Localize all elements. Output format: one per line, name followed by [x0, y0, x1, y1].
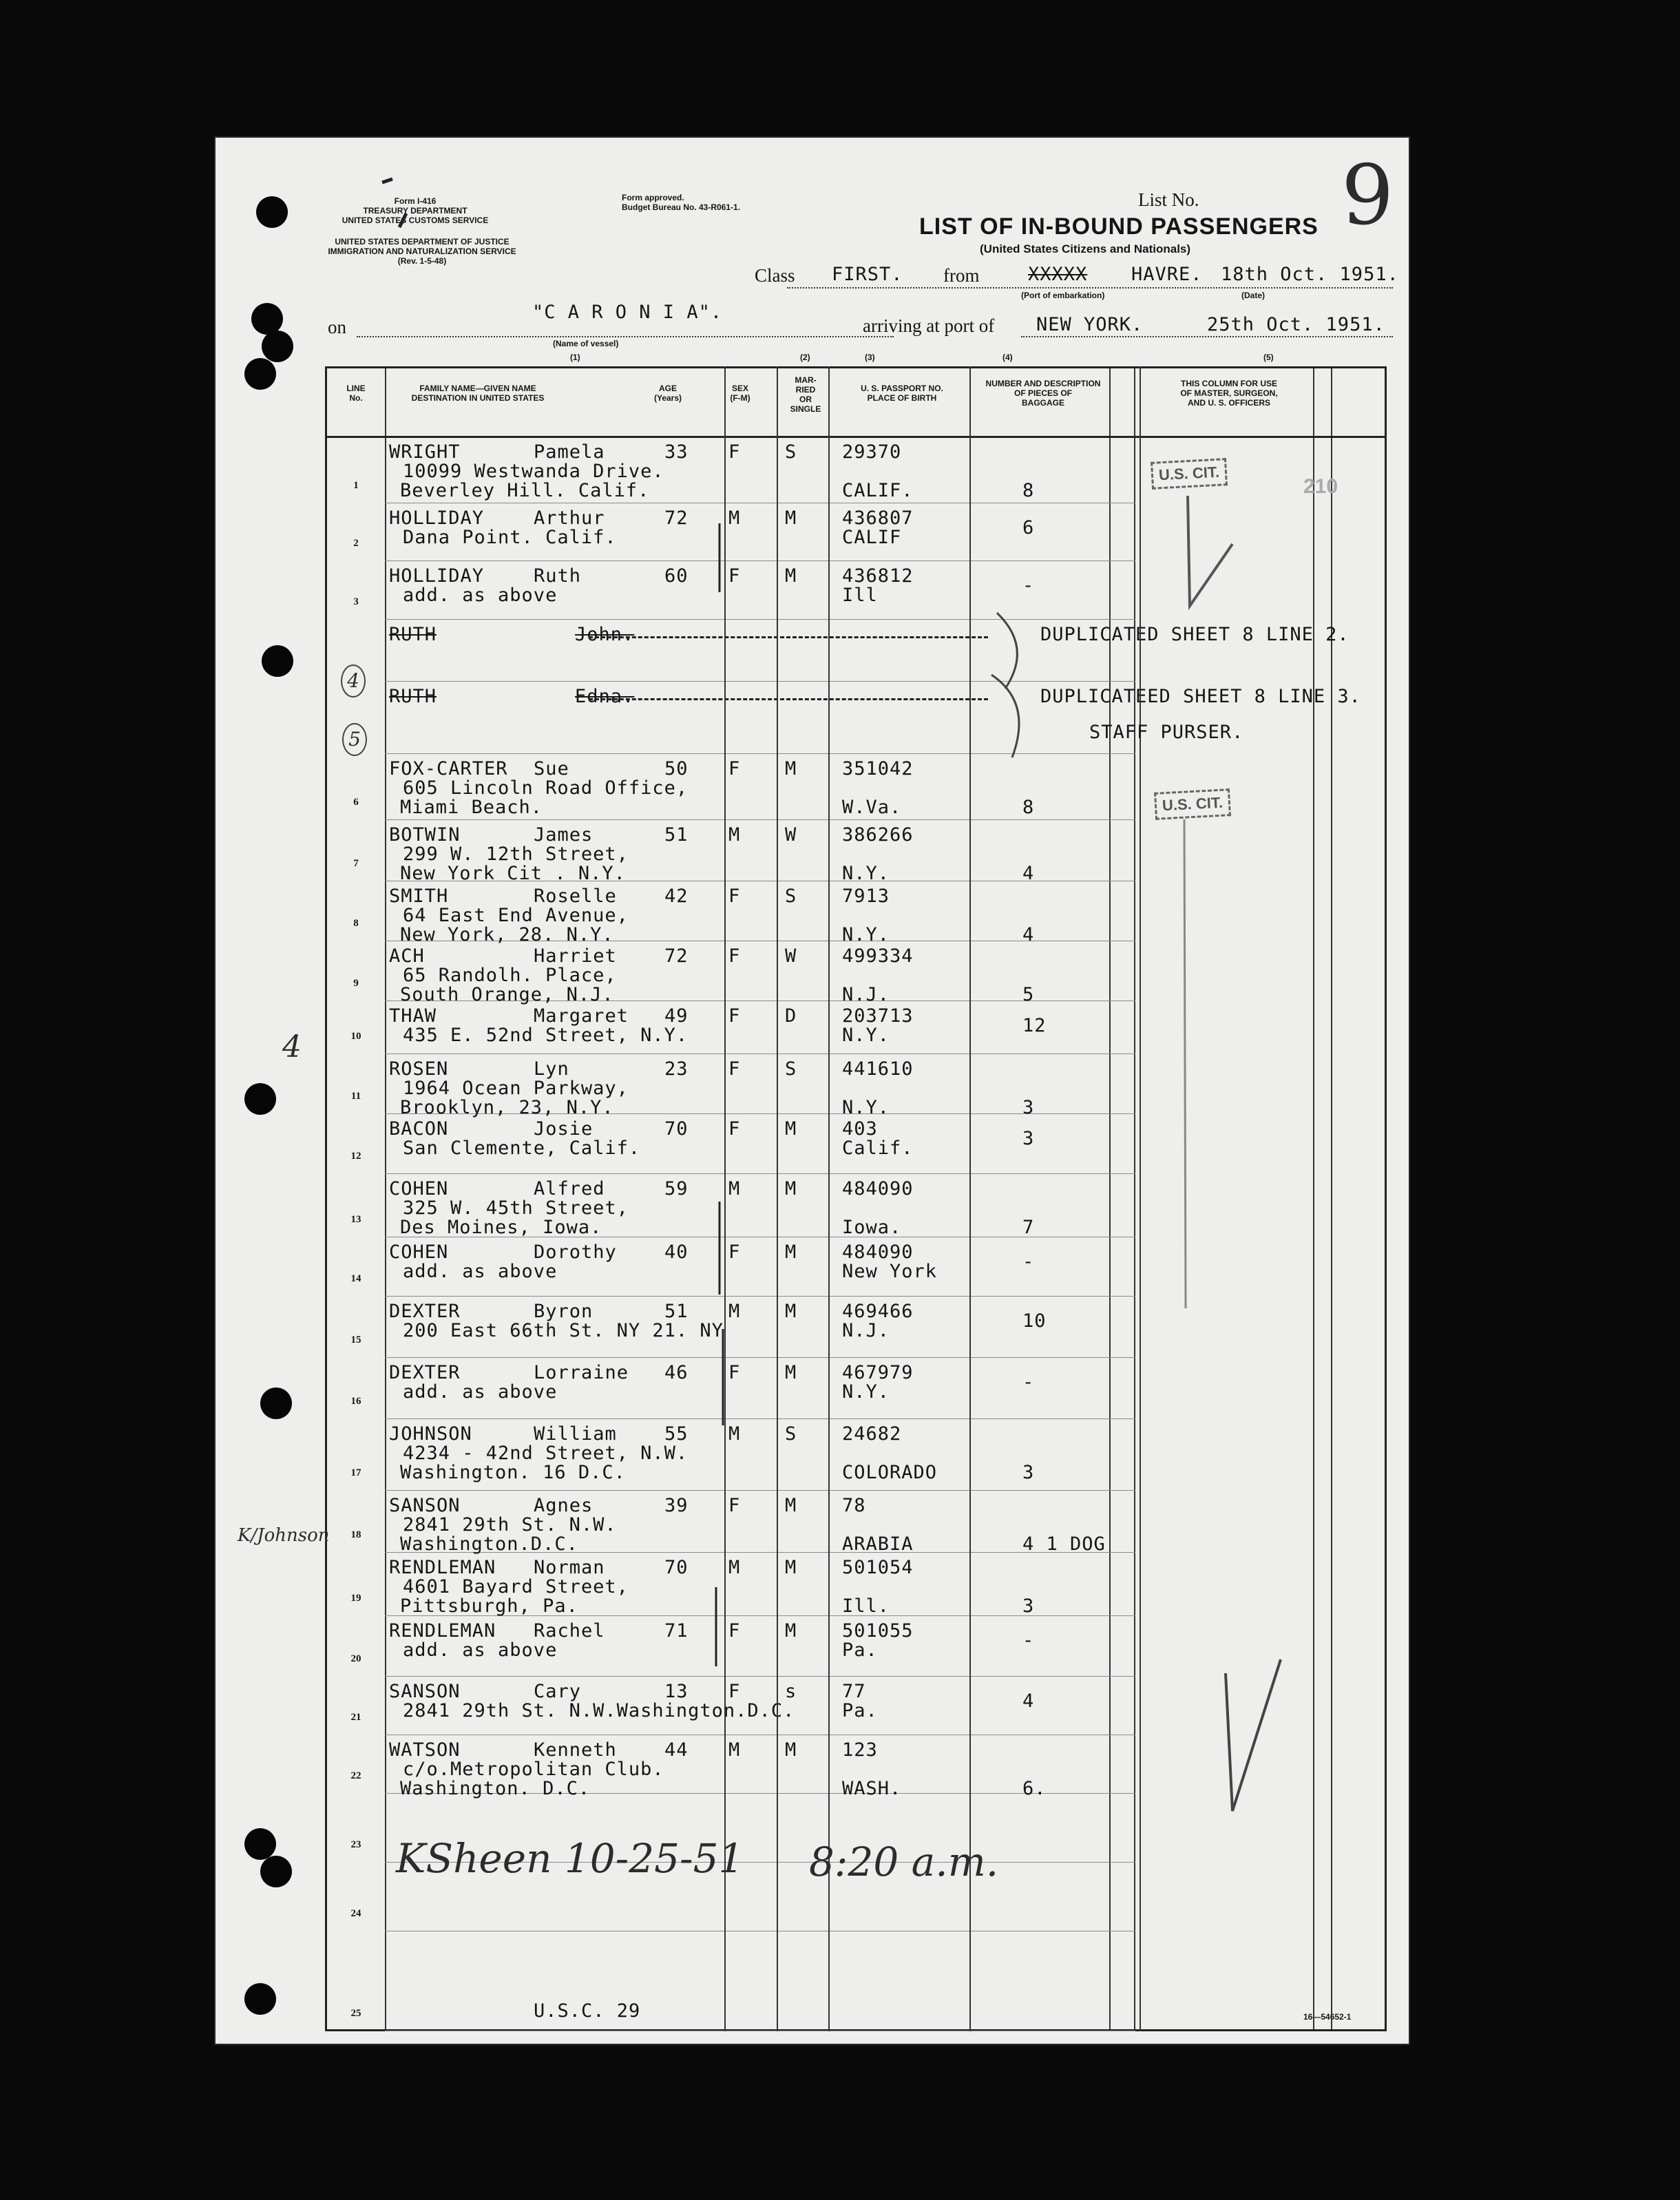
age-value: 60	[664, 565, 689, 587]
cancel-mark-icon	[991, 613, 1019, 757]
class-label: Class	[755, 265, 795, 286]
family-name: JOHNSON	[389, 1423, 472, 1445]
destination-address: 2841 29th St. N.W.Washington.D.C.	[403, 1700, 795, 1721]
family-name: RENDLEMAN	[389, 1557, 496, 1578]
sex-value: M	[728, 1739, 741, 1761]
age-value: 39	[664, 1495, 689, 1516]
family-name: WRIGHT	[389, 441, 461, 463]
list-no-value: 9	[1341, 148, 1394, 244]
header-sex: SEX (F-M)	[730, 384, 750, 403]
birth-place: N.Y.	[842, 863, 890, 884]
vessel-caption: (Name of vessel)	[553, 339, 619, 348]
margin-note-four: 4	[282, 1029, 302, 1065]
baggage-count: 5	[1022, 984, 1035, 1005]
age-value: 70	[664, 1557, 689, 1578]
birth-place: CALIF	[842, 527, 902, 548]
destination-address: add. as above	[403, 1261, 558, 1282]
family-name: HOLLIDAY	[389, 565, 485, 587]
passport-number: 436812	[842, 565, 914, 587]
destination-address: 200 East 66th St. NY 21. NY	[403, 1320, 724, 1341]
marital-status: M	[785, 1178, 797, 1199]
check-mark-icon	[1226, 1659, 1281, 1811]
class-value: FIRST.	[832, 264, 903, 285]
birth-place: N.Y.	[842, 1097, 890, 1118]
destination-address: c/o.Metropolitan Club.	[403, 1759, 664, 1780]
passport-number: 386266	[842, 824, 914, 846]
family-name: THAW	[389, 1005, 437, 1027]
line-number: 20	[350, 1653, 361, 1664]
family-name: SANSON	[389, 1495, 461, 1516]
destination-address: Washington. D.C.	[400, 1778, 591, 1799]
birth-place: Iowa.	[842, 1217, 902, 1238]
passport-number: 484090	[842, 1242, 914, 1263]
given-name: Ruth	[534, 565, 582, 587]
given-name: Cary	[534, 1681, 582, 1702]
line-number: 17	[350, 1467, 361, 1478]
given-name: Arthur	[534, 507, 605, 529]
baggage-count: 7	[1022, 1217, 1035, 1238]
baggage-count: -	[1022, 1630, 1035, 1651]
check-mark-icon	[1188, 496, 1232, 606]
marital-status: M	[785, 1242, 797, 1263]
caption-5: (5)	[1263, 353, 1274, 362]
age-value: 59	[664, 1178, 689, 1199]
sex-value: F	[728, 1362, 741, 1383]
arriving-label: arriving at port of	[863, 315, 995, 336]
age-value: 44	[664, 1739, 689, 1761]
header-age: AGE (Years)	[653, 384, 682, 403]
sex-value: F	[728, 1620, 741, 1642]
vessel-name: "C A R O N I A".	[532, 302, 723, 323]
age-value: 71	[664, 1620, 689, 1642]
age-value: 13	[664, 1681, 689, 1702]
given-name: John.	[575, 624, 635, 645]
line-number: 10	[350, 1031, 361, 1042]
from-label: from	[943, 265, 980, 286]
sex-value: F	[728, 1495, 741, 1516]
passport-number: 7913	[842, 886, 890, 907]
marital-status: D	[785, 1005, 797, 1027]
passport-number: 78	[842, 1495, 866, 1516]
baggage-count: 3	[1022, 1097, 1035, 1118]
destination-address: New York Cit . N.Y.	[400, 863, 626, 884]
given-name: Rachel	[534, 1620, 605, 1642]
line-number: 3	[353, 596, 359, 607]
line-number: 25	[350, 2008, 361, 2019]
line-number: 12	[350, 1151, 361, 1162]
marital-status: M	[785, 1495, 797, 1516]
form-number: Form I-416	[394, 196, 437, 206]
inspector-signature: KSheen 10-25-51	[396, 1835, 744, 1882]
age-value: 70	[664, 1118, 689, 1140]
destination-address: Pittsburgh, Pa.	[400, 1595, 578, 1617]
margin-note-johnson: K/Johnson	[238, 1525, 330, 1546]
birth-place: N.Y.	[842, 924, 890, 945]
list-no-label: List No.	[1138, 189, 1199, 210]
arrival-port: NEW YORK.	[1036, 314, 1144, 335]
family-name: SMITH	[389, 886, 449, 907]
family-name: FOX-CARTER	[389, 758, 508, 779]
treasury-dept: TREASURY DEPARTMENT	[363, 206, 468, 216]
line-number: 16	[350, 1396, 361, 1407]
destination-address: 4601 Bayard Street,	[403, 1576, 629, 1597]
given-name: Harriet	[534, 945, 617, 967]
baggage-count: 4	[1022, 863, 1035, 884]
marital-status: M	[785, 1362, 797, 1383]
passport-number: 351042	[842, 758, 914, 779]
birth-place: New York	[842, 1261, 938, 1282]
marital-status: M	[785, 1739, 797, 1761]
page-title: LIST OF IN-BOUND PASSENGERS	[919, 213, 1319, 240]
marital-status: M	[785, 1557, 797, 1578]
birth-place: Ill.	[842, 1595, 890, 1617]
destination-address: 435 E. 52nd Street, N.Y.	[403, 1025, 689, 1046]
header-line-no: LINE No.	[346, 384, 366, 403]
marital-status: S	[785, 1058, 797, 1080]
header-official: THIS COLUMN FOR USE OF MASTER, SURGEON, AND U. S. OFFICERS	[1180, 379, 1278, 408]
caption-3: (3)	[865, 353, 875, 362]
destination-address: Beverley Hill. Calif.	[400, 480, 650, 501]
family-name: RUTH	[389, 686, 437, 707]
marital-status: M	[785, 565, 797, 587]
passport-number: 441610	[842, 1058, 914, 1080]
date-caption: (Date)	[1241, 291, 1266, 300]
marital-status: W	[785, 824, 797, 846]
given-name: Josie	[534, 1118, 594, 1140]
sex-value: M	[728, 1301, 741, 1322]
birth-place: W.Va.	[842, 797, 902, 818]
birth-place: ARABIA	[842, 1533, 914, 1555]
birth-place: N.J.	[842, 984, 890, 1005]
destination-address: Des Moines, Iowa.	[400, 1217, 602, 1238]
family-name: HOLLIDAY	[389, 507, 485, 529]
passport-number: 484090	[842, 1178, 914, 1199]
baggage-count: 12	[1022, 1015, 1047, 1036]
sex-value: F	[728, 1058, 741, 1080]
marital-status: W	[785, 945, 797, 967]
sex-value: M	[728, 824, 741, 846]
stamp-number: 210	[1303, 475, 1338, 498]
destination-address: Miami Beach.	[400, 797, 543, 818]
given-name: Edna.	[575, 686, 635, 707]
line-number: 1	[353, 480, 359, 491]
passport-number: 499334	[842, 945, 914, 967]
embark-port: HAVRE.	[1131, 264, 1203, 285]
destination-address: South Orange, N.J.	[400, 984, 614, 1005]
destination-address: 4234 - 42nd Street, N.W.	[403, 1443, 689, 1464]
page-subtitle: (United States Citizens and Nationals)	[980, 242, 1191, 255]
line-number: 18	[350, 1529, 361, 1540]
passport-number: 203713	[842, 1005, 914, 1027]
given-name: Lyn	[534, 1058, 569, 1080]
birth-place: N.Y.	[842, 1025, 890, 1046]
age-value: 49	[664, 1005, 689, 1027]
destination-address: add. as above	[403, 585, 558, 606]
passport-number: 403	[842, 1118, 878, 1140]
family-name: BACON	[389, 1118, 449, 1140]
family-name: DEXTER	[389, 1301, 461, 1322]
baggage-count: DUPLICATEED SHEET 8 LINE 3.	[1040, 686, 1361, 707]
given-name: Margaret	[534, 1005, 629, 1027]
family-name: COHEN	[389, 1178, 449, 1199]
line-number: 2	[353, 538, 359, 549]
baggage-count: 8	[1022, 480, 1035, 501]
destination-address: 1964 Ocean Parkway,	[403, 1078, 629, 1099]
passport-number: 467979	[842, 1362, 914, 1383]
birth-place: Calif.	[842, 1138, 914, 1159]
baggage-count: 10	[1022, 1310, 1047, 1332]
form-approved: Form approved.	[622, 193, 684, 202]
baggage-count: -	[1022, 1251, 1035, 1272]
line-number: 15	[350, 1334, 361, 1345]
caption-4: (4)	[1002, 353, 1013, 362]
line-number: 13	[350, 1214, 361, 1225]
age-value: 50	[664, 758, 689, 779]
given-name: Pamela	[534, 441, 605, 463]
marital-status: M	[785, 1620, 797, 1642]
marital-status: M	[785, 507, 797, 529]
given-name: William	[534, 1423, 617, 1445]
age-value: 72	[664, 507, 689, 529]
footer-code: 16—54652-1	[1303, 2012, 1352, 2022]
family-name: ROSEN	[389, 1058, 449, 1080]
destination-address: New York, 28. N.Y.	[400, 924, 614, 945]
given-name: Byron	[534, 1301, 594, 1322]
destination-address: Washington.D.C.	[400, 1533, 578, 1555]
passport-number: 24682	[842, 1423, 902, 1445]
marital-status: S	[785, 1423, 797, 1445]
sex-value: F	[728, 945, 741, 967]
baggage-count: 4 1 DOG	[1022, 1533, 1106, 1555]
family-name: RENDLEMAN	[389, 1620, 496, 1642]
birth-place: CALIF.	[842, 480, 914, 501]
line-number: 19	[350, 1593, 361, 1604]
destination-address: Washington. 16 D.C.	[400, 1462, 626, 1483]
baggage-count: 6	[1022, 517, 1035, 538]
birth-place: WASH.	[842, 1778, 902, 1799]
sex-value: M	[728, 1178, 741, 1199]
inspection-time: 8:20 a.m.	[809, 1838, 999, 1885]
marital-status: s	[785, 1681, 797, 1702]
family-name: DEXTER	[389, 1362, 461, 1383]
given-name: Alfred	[534, 1178, 605, 1199]
destination-address: add. as above	[403, 1381, 558, 1403]
line-number: 23	[350, 1839, 361, 1850]
birth-place: Pa.	[842, 1639, 878, 1661]
baggage-count: 6.	[1022, 1778, 1047, 1799]
given-name: Agnes	[534, 1495, 594, 1516]
baggage-count: 3	[1022, 1128, 1035, 1149]
family-name: RUTH	[389, 624, 437, 645]
us-cit-stamp: U.S. CIT.	[1151, 458, 1228, 490]
age-value: 51	[664, 824, 689, 846]
destination-address: Dana Point. Calif.	[403, 527, 617, 548]
destination-address: 2841 29th St. N.W.	[403, 1514, 617, 1536]
sex-value: M	[728, 1423, 741, 1445]
header-passport: U. S. PASSPORT NO. PLACE OF BIRTH	[861, 384, 943, 403]
passport-number: 77	[842, 1681, 866, 1702]
sex-value: M	[728, 507, 741, 529]
line-number: 11	[350, 1091, 361, 1102]
given-name: Kenneth	[534, 1739, 617, 1761]
caption-2: (2)	[800, 353, 810, 362]
sex-value: M	[728, 1557, 741, 1578]
birth-place: N.Y.	[842, 1381, 890, 1403]
circled-line-four: 4	[341, 664, 366, 698]
baggage-count: 8	[1022, 797, 1035, 818]
destination-address: Brooklyn, 23, N.Y.	[400, 1097, 614, 1118]
passport-number: 469466	[842, 1301, 914, 1322]
sex-value: F	[728, 1118, 741, 1140]
header-baggage: NUMBER AND DESCRIPTION OF PIECES OF BAGGAGE	[985, 379, 1101, 408]
line-number: 7	[353, 858, 359, 869]
marital-status: S	[785, 886, 797, 907]
sex-value: F	[728, 886, 741, 907]
given-name: James	[534, 824, 594, 846]
birth-place: N.J.	[842, 1320, 890, 1341]
ins-service: IMMIGRATION AND NATURALIZATION SERVICE	[328, 247, 516, 256]
ink-mark	[382, 179, 406, 227]
family-name: BOTWIN	[389, 824, 461, 846]
age-value: 72	[664, 945, 689, 967]
circled-line-five: 5	[342, 723, 367, 756]
baggage-count: 3	[1022, 1462, 1035, 1483]
header-married: MAR- RIED OR SINGLE	[790, 375, 821, 414]
destination-address: 65 Randolh. Place,	[403, 965, 617, 986]
passport-number: 123	[842, 1739, 878, 1761]
family-name: SANSON	[389, 1681, 461, 1702]
sex-value: F	[728, 1681, 741, 1702]
baggage-count: DUPLICATED SHEET 8 LINE 2.	[1040, 624, 1350, 645]
destination-address: 10099 Westwanda Drive.	[403, 461, 664, 482]
age-value: 23	[664, 1058, 689, 1080]
baggage-count: -	[1022, 575, 1035, 596]
customs-service: UNITED STATES CUSTOMS SERVICE	[342, 216, 489, 225]
birth-place: Pa.	[842, 1700, 878, 1721]
destination-address: San Clemente, Calif.	[403, 1138, 641, 1159]
age-value: 51	[664, 1301, 689, 1322]
passport-number: 436807	[842, 507, 914, 529]
destination-address: 605 Lincoln Road Office,	[403, 777, 689, 799]
baggage-count: -	[1022, 1372, 1035, 1393]
given-name: Roselle	[534, 886, 617, 907]
on-label: on	[328, 317, 346, 337]
caption-1: (1)	[570, 353, 580, 362]
given-name: Dorothy	[534, 1242, 617, 1263]
age-value: 33	[664, 441, 689, 463]
line-number: 14	[350, 1273, 361, 1284]
sex-value: F	[728, 758, 741, 779]
line-number: 6	[353, 797, 359, 808]
destination-address: 64 East End Avenue,	[403, 905, 629, 926]
arrival-date: 25th Oct. 1951.	[1207, 314, 1385, 335]
passport-number: 501054	[842, 1557, 914, 1578]
family-name: WATSON	[389, 1739, 461, 1761]
marital-status: M	[785, 1118, 797, 1140]
age-value: 46	[664, 1362, 689, 1383]
family-name: ACH	[389, 945, 425, 967]
age-value: 40	[664, 1242, 689, 1263]
marital-status: M	[785, 1301, 797, 1322]
age-value: 42	[664, 886, 689, 907]
line-number: 21	[350, 1712, 361, 1723]
justice-dept: UNITED STATES DEPARTMENT OF JUSTICE	[335, 237, 510, 247]
destination-address: add. as above	[403, 1639, 558, 1661]
given-name: Sue	[534, 758, 569, 779]
passport-number: 501055	[842, 1620, 914, 1642]
budget-bureau: Budget Bureau No. 43-R061-1.	[622, 202, 741, 212]
line-number: 8	[353, 918, 359, 929]
baggage-count: 3	[1022, 1595, 1035, 1617]
line-number: 9	[353, 978, 359, 989]
staff-purser: STAFF PURSER.	[1089, 722, 1244, 743]
destination-address: 325 W. 45th Street,	[403, 1197, 629, 1219]
birth-place: COLORADO	[842, 1462, 938, 1483]
sex-value: F	[728, 1005, 741, 1027]
passport-number: 29370	[842, 441, 902, 463]
given-name: Lorraine	[534, 1362, 629, 1383]
embark-date: 18th Oct. 1951.	[1221, 264, 1399, 285]
age-value: 55	[664, 1423, 689, 1445]
family-name: COHEN	[389, 1242, 449, 1263]
from-struck: XXXXX	[1028, 264, 1088, 285]
port-caption: (Port of embarkation)	[1021, 291, 1105, 300]
header-name: FAMILY NAME—GIVEN NAME DESTINATION IN UNITED STATES	[411, 384, 545, 403]
marital-status: S	[785, 441, 797, 463]
usc-code: U.S.C. 29	[534, 2000, 641, 2022]
destination-address: 299 W. 12th Street,	[403, 844, 629, 865]
sex-value: F	[728, 565, 741, 587]
vertical-check-line	[1184, 819, 1186, 1308]
us-cit-stamp: U.S. CIT.	[1154, 788, 1231, 820]
given-name: Norman	[534, 1557, 605, 1578]
baggage-count: 4	[1022, 1690, 1035, 1712]
birth-place: Ill	[842, 585, 878, 606]
line-number: 22	[350, 1770, 361, 1781]
marital-status: M	[785, 758, 797, 779]
baggage-count: 4	[1022, 924, 1035, 945]
sex-value: F	[728, 1242, 741, 1263]
form-revision: (Rev. 1-5-48)	[397, 256, 447, 266]
line-number: 24	[350, 1908, 361, 1919]
sex-value: F	[728, 441, 741, 463]
